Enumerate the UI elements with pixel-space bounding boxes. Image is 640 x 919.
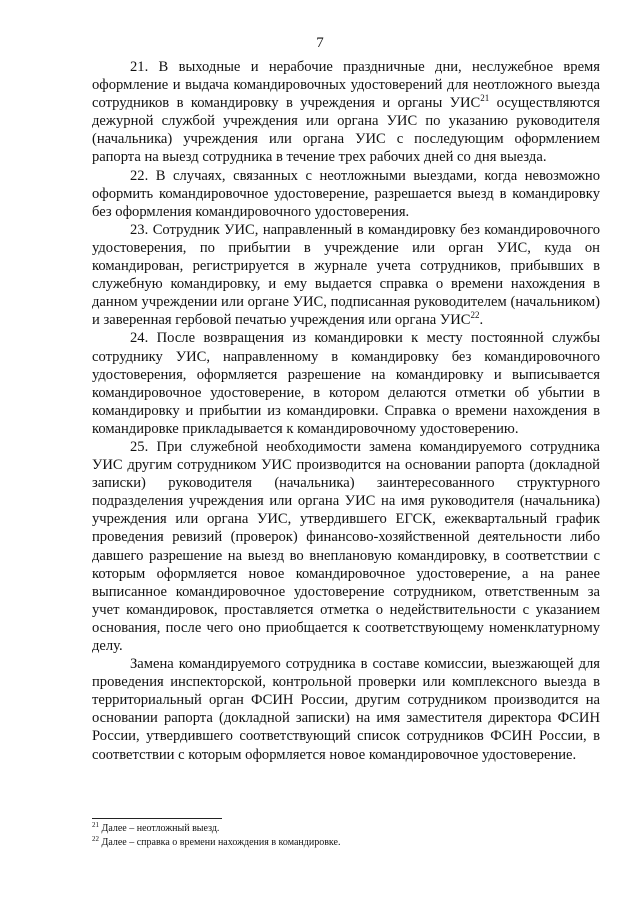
paragraph-21	[92, 58, 600, 167]
footnote-ref: 22	[470, 310, 480, 321]
footnote-21	[92, 822, 600, 836]
footnote-ref: 21	[480, 93, 490, 104]
body-text	[92, 58, 600, 764]
paragraph-text-tail: .	[479, 312, 484, 329]
paragraph-25-continued	[92, 655, 600, 764]
paragraph-text: 23. Сотрудник УИС, направленный в командировку без командировочного удостоверения, по прибытии в учреждение или орган УИС, куда он командирован, регистрируется в журнале учета сотрудников, прибывших в служебную командировку, и ему выдается справка о времени нахождения в данном учреждении или органе УИС, подписанная руководителем (начальником) и заверенная гербовой печатью учреждения или органа УИС	[92, 221, 600, 329]
footnote-divider	[92, 818, 222, 819]
footnote-number: 21	[92, 821, 99, 829]
paragraph-23	[92, 221, 600, 330]
footnote-number: 22	[92, 835, 99, 843]
paragraph-text: Замена командируемого сотрудника в составе комиссии, выезжающей для проведения инспекторской, контрольной проверки или комплексного выезда в территориальный орган ФСИН России, другим сотрудником производится на основании рапорта (докладной записки) на имя заместителя директора ФСИН России, утвердившего соответствующий список сотрудников ФСИН России, в соответствии с которым оформляется новое командировочное удостоверение.	[92, 656, 600, 763]
paragraph-text: 22. В случаях, связанных с неотложными выездами, когда невозможно оформить командировочное удостоверение, разрешается выезд в командировку без оформления командировочного удостоверения.	[92, 167, 600, 220]
paragraph-text: 25. При служебной необходимости замена командируемого сотрудника УИС другим сотрудником УИС производится на основании рапорта (докладной записки) руководителя (начальника) заинтересованного структурного подразделения учреждения или органа УИС на имя руководителя (начальника) учреждения или органа УИС, утвердившего ЕГСК, ежеквартальный график проведения ревизий (проверок) финансово-хозяйственной деятельности либо давшего разрешение на выезд во внеплановую командировку, в соответствии с которым оформляется новое командировочное удостоверение, а на ранее выписанное командировочное удостоверение сотрудником, ответственным за учет командировок, проставляется отметка о недействительности с указанием основания, после чего оно приобщается к соответствующему номенклатурному делу.	[92, 438, 600, 654]
footnotes	[92, 822, 600, 850]
paragraph-text: 24. После возвращения из командировки к месту постоянной службы сотруднику УИС, направленному в командировку без командировочного удостоверения, оформляется разрешение на командировку и выписывается командировочное удостоверение, в котором делаются отметки об убытии в командировку и прибытии из командировки. Справка о времени нахождения в командировке прикладывается к командировочному удостоверению.	[92, 330, 600, 437]
paragraph-25	[92, 438, 600, 655]
paragraph-text-tail: осуществляются дежурной службой учреждения или органа УИС по указанию руководителя (начальника) учреждения или органа УИС с последующим оформлением рапорта на выезд сотрудника в течение трех рабочих дней со дня выезда.	[92, 95, 600, 166]
footnote-text: Далее – неотложный выезд.	[99, 823, 220, 834]
page-number: 7	[316, 35, 324, 51]
paragraph-text: 21. В выходные и нерабочие праздничные дни, неслужебное время оформление и выдача командировочных удостоверений для неотложного выезда сотрудников в командировку в учреждения и органы УИС	[92, 59, 600, 112]
paragraph-22	[92, 167, 600, 221]
paragraph-24	[92, 329, 600, 438]
footnote-text: Далее – справка о времени нахождения в командировке.	[99, 837, 341, 848]
footnote-22	[92, 836, 600, 850]
